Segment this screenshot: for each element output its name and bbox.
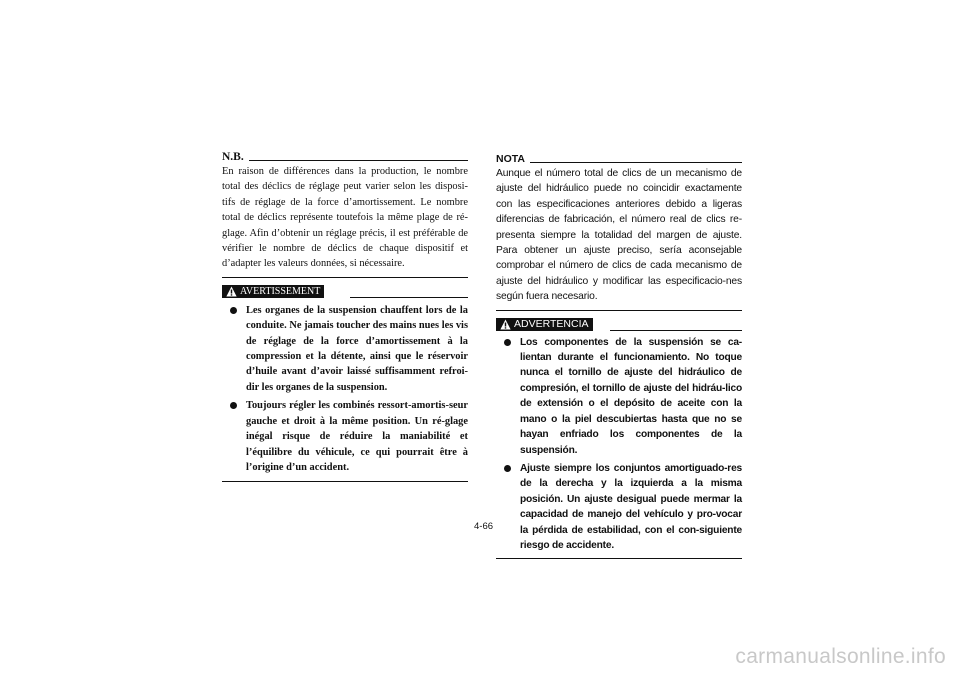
note-text: Aunque el número total de clics de un mecanismo de ajuste del hidráulico puede no coincidir exactamente con las especificaciones anteriores debido a ligeras diferencias de fabricación, el número real de clics re-presenta siempre la totalidad del margen de ajuste. Para obtener un ajuste preciso, sería aconsejable comprobar el número de clics de cada mecanismo de ajuste del hidráulico y modificar las especificacio-nes según fuera necesario.: [496, 168, 742, 303]
note-heading: [222, 148, 468, 163]
warning-triangle-icon: [226, 286, 237, 297]
warning-list: [222, 303, 468, 475]
warning-triangle-icon: [500, 319, 511, 330]
warning-heading-rule: [350, 297, 468, 298]
bullet-icon: [230, 402, 237, 409]
warning-list: [496, 335, 742, 554]
warning-badge: [222, 285, 324, 298]
warning-end-rule: [222, 481, 468, 482]
list-item: [496, 461, 742, 553]
warning-heading-rule: [610, 330, 742, 331]
list-item-text: Los componentes de la suspensión se ca-lientan durante el funcionamiento. No toque nunca el tornillo de ajuste del hidráulico de compresión, el tornillo de ajuste del hidráu-lico de extensión o el depósito de aceite con la mano o la piel descubiertas hasta que no se hayan enfriado los componentes de la suspensión.: [520, 336, 742, 456]
note-label: N.B.: [222, 151, 244, 163]
list-item: [496, 335, 742, 458]
warning-heading: [496, 318, 742, 332]
warning-heading: [222, 285, 468, 299]
note-text: En raison de différences dans la production, le nombre total des déclics de réglage peut varier selon les disposi-tifs de réglage de la force d’amortissement. Le nombre total de déclics représente toutefois la même plage de ré-glage. Afin d’obtenir un réglage précis, il est préférable de vérifier le nombre de déclics de chaque dispositif et d’adapter les valeurs données, si nécessaire.: [222, 166, 468, 270]
bullet-icon: [230, 307, 237, 314]
note-heading-rule: [530, 162, 742, 163]
bullet-icon: [504, 465, 511, 472]
note-end-rule: [222, 277, 468, 278]
note-heading: [496, 150, 742, 165]
warning-end-rule: [496, 558, 742, 559]
warning-label: AVERTISSEMENT: [240, 285, 321, 297]
list-item: [222, 303, 468, 395]
french-column: [222, 148, 468, 482]
note-end-rule: [496, 310, 742, 311]
list-item: [222, 398, 468, 475]
list-item-text: Ajuste siempre los conjuntos amortiguado-res de la derecha y la izquierda a la misma posición. Un ajuste desigual puede mermar la capacidad de manejo del vehículo y pro-vocar la pérdida de estabilidad, con el con-siguiente riesgo de accidente.: [520, 462, 742, 551]
warning-badge: [496, 318, 593, 331]
page-number: 4-66: [474, 521, 494, 532]
spanish-column: [496, 150, 742, 559]
watermark: carmanualsonline.info: [735, 645, 946, 668]
warning-label: ADVERTENCIA: [514, 317, 589, 330]
note-label: NOTA: [496, 153, 525, 165]
note-heading-rule: [249, 160, 468, 161]
list-item-text: Toujours régler les combinés ressort-amortis-seur gauche et droit à la même position. Un ré-glage inégal risque de réduire la maniabilité et l’équilibre du véhicule, ce qui pourrait être à l’origine d’un accident.: [246, 400, 468, 473]
bullet-icon: [504, 339, 511, 346]
list-item-text: Les organes de la suspension chauffent lors de la conduite. Ne jamais toucher des mains nues les vis de réglage de la force d’amortissement à la compression et la détente, ainsi que le réservoir d’huile avant d’avoir laissé suffisamment refroi-dir les organes de la suspension.: [246, 304, 468, 393]
